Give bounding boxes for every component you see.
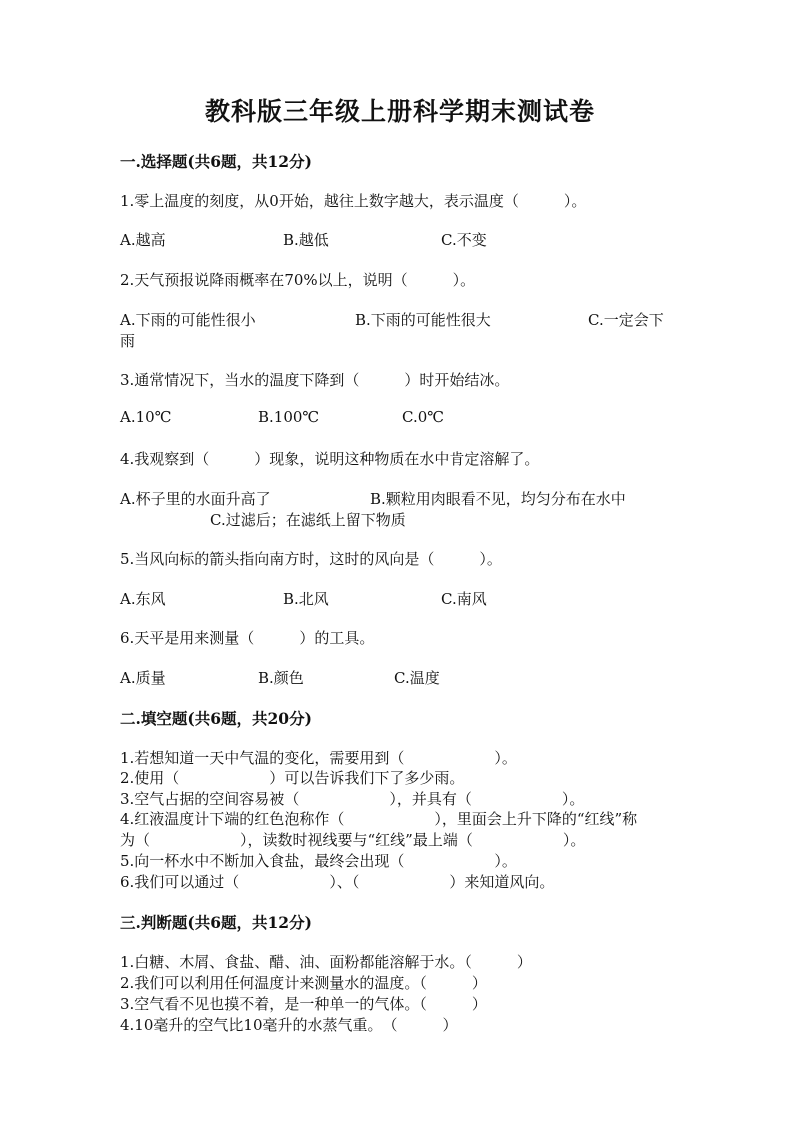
- option-c-continued: 雨: [120, 332, 136, 350]
- section-heading-true-false: 三.判断题(共6题，共12分): [120, 913, 312, 932]
- option-b: B.越低: [283, 231, 329, 249]
- option-b: B.颗粒用肉眼看不见，均匀分布在水中: [370, 490, 626, 508]
- option-a: A.下雨的可能性很小: [120, 311, 256, 329]
- option-c: C.温度: [394, 669, 440, 687]
- section-heading-choice: 一.选择题(共6题，共12分): [120, 152, 312, 171]
- question-stem: 1.零上温度的刻度，从0开始，越往上数字越大，表示温度（ ）。: [120, 192, 587, 210]
- section-heading-fill-blank: 二.填空题(共6题，共20分): [120, 709, 312, 728]
- question-stem: 4.我观察到（ ）现象，说明这种物质在水中肯定溶解了。: [120, 450, 540, 468]
- true-false-line: 4.10毫升的空气比10毫升的水蒸气重。 （ ）: [120, 1016, 458, 1034]
- true-false-line: 2.我们可以利用任何温度计来测量水的温度。（ ）: [120, 974, 487, 992]
- option-c: C.0℃: [402, 408, 445, 426]
- fill-blank-line: 6.我们可以通过（ ）、（ ）来知道风向。: [120, 873, 555, 891]
- option-b: B.100℃: [258, 408, 320, 426]
- option-b: B.颜色: [258, 669, 304, 687]
- option-b: B.北风: [283, 590, 329, 608]
- option-a: A.越高: [120, 231, 166, 249]
- option-a: A.10℃: [120, 408, 172, 426]
- question-stem: 5.当风向标的箭头指向南方时，这时的风向是（ ）。: [120, 550, 502, 568]
- true-false-line: 1.白糖、木屑、食盐、醋、油、面粉都能溶解于水。（ ）: [120, 953, 532, 971]
- fill-blank-line: 1.若想知道一天中气温的变化，需要用到（ ）。: [120, 749, 517, 767]
- option-a: A.质量: [120, 669, 166, 687]
- fill-blank-line: 3.空气占据的空间容易被（ ），并具有（ ）。: [120, 790, 585, 808]
- fill-blank-line: 2.使用（ ）可以告诉我们下了多少雨。: [120, 769, 465, 787]
- exam-title: 教科版三年级上册科学期末测试卷: [204, 97, 595, 126]
- question-stem: 3.通常情况下，当水的温度下降到（ ）时开始结冰。: [120, 371, 510, 389]
- option-c: C.过滤后；在滤纸上留下物质: [210, 511, 406, 529]
- fill-blank-line: 5.向一杯水中不断加入食盐，最终会出现（ ）。: [120, 852, 517, 870]
- question-stem: 6.天平是用来测量（ ）的工具。: [120, 629, 375, 647]
- option-c: C.南风: [441, 590, 487, 608]
- option-c: C.不变: [441, 231, 487, 249]
- question-stem: 2.天气预报说降雨概率在70%以上，说明（ ）。: [120, 271, 476, 289]
- true-false-line: 3.空气看不见也摸不着，是一种单一的气体。（ ）: [120, 995, 487, 1013]
- fill-blank-line: 4.红液温度计下端的红色泡称作（ ），里面会上升下降的“红线”称: [120, 810, 638, 828]
- option-a: A.东风: [120, 590, 166, 608]
- option-c: C.一定会下: [588, 311, 664, 329]
- option-b: B.下雨的可能性很大: [355, 311, 491, 329]
- fill-blank-line: 为（ ），读数时视线要与“红线”最上端（ ）。: [120, 831, 586, 849]
- option-a: A.杯子里的水面升高了: [120, 490, 271, 508]
